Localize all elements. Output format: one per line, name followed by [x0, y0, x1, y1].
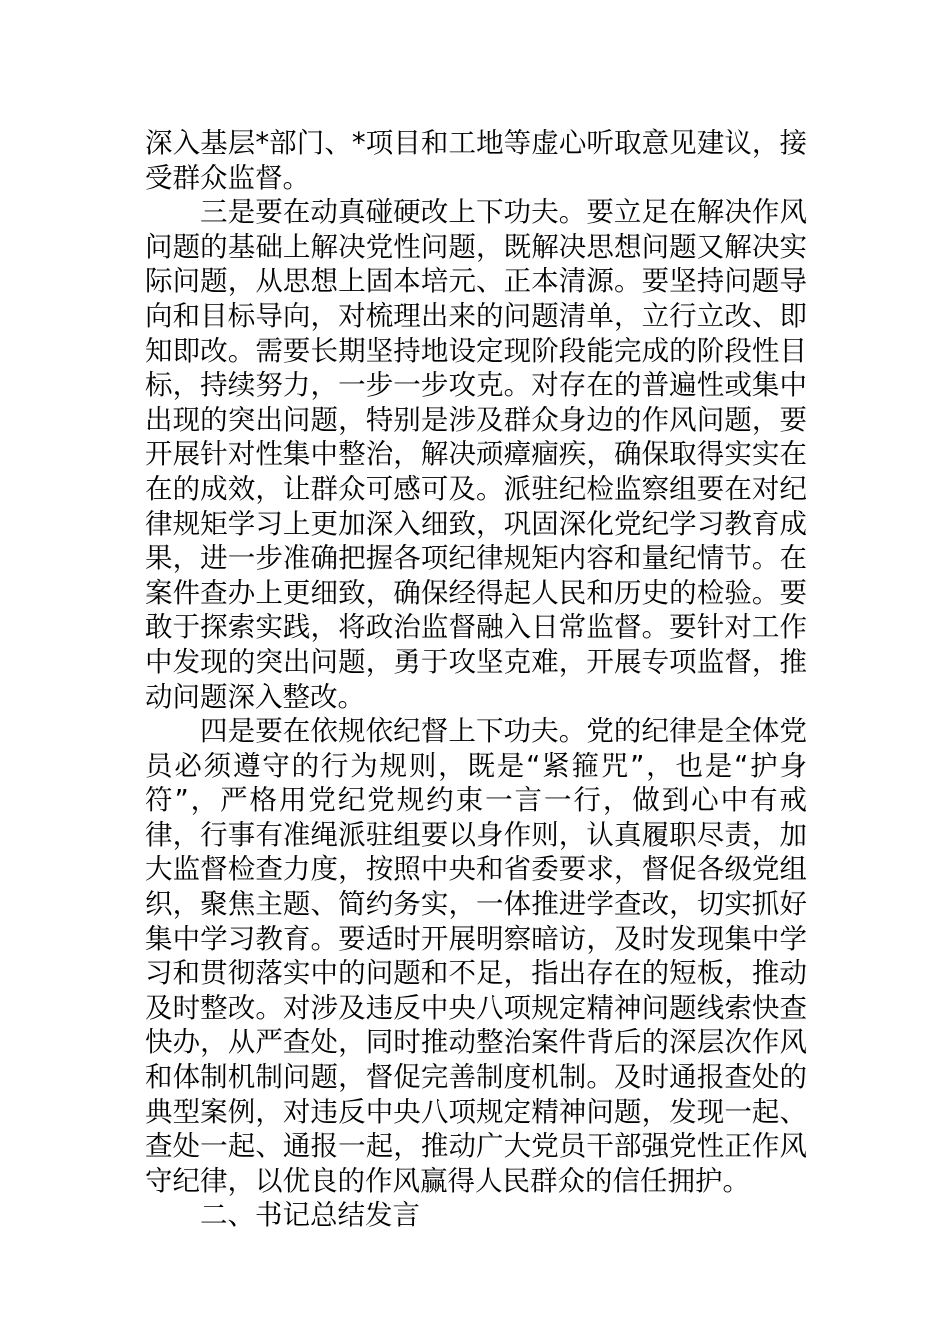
- section-heading-secretary-summary: 二、书记总结发言: [200, 1199, 420, 1232]
- paragraph-point-three: 三是要在动真碰硬改上下功夫。要立足在解决作风问题的基础上解决党性问题，既解决思想问题又解决实际问题，从思想上固本培元、正本清源。要坚持问题导向和目标导向，对梳理出来的问题清单，立行立改、即知即改。需要长期坚持地设定现阶段能完成的阶段性目标，持续努力，一步一步攻克。对存在的普遍性或集中出现的突出问题，特别是涉及群众身边的作风问题，要开展针对性集中整治，解决顽瘴痼疾，确保取得实实在在的成效，让群众可感可及。派驻纪检监察组要在对纪律规矩学习上更加深入细致，巩固深化党纪学习教育成果，进一步准确把握各项纪律规矩内容和量纪情节。在案件查办上更细致，确保经得起人民和历史的检验。要敢于探索实践，将政治监督融入日常监督。要针对工作中发现的突出问题，勇于攻坚克难，开展专项监督，推动问题深入整改。: [145, 196, 807, 713]
- document-body: [145, 126, 807, 1233]
- paragraph-continuation: 深入基层*部门、*项目和工地等虚心听取意见建议，接受群众监督。: [145, 127, 807, 194]
- paragraph-point-four: 四是要在依规依纪督上下功夫。党的纪律是全体党员必须遵守的行为规则，既是“紧箍咒”，也是“护身符”，严格用党纪党规约束一言一行，做到心中有戒律，行事有准绳派驻组要以身作则，认真履职尽责，加大监督检查力度，按照中央和省委要求，督促各级党组织，聚焦主题、简约务实，一体推进学查改，切实抓好集中学习教育。要适时开展明察暗访，及时发现集中学习和贯彻落实中的问题和不足，指出存在的短板，推动及时整改。对涉及违反中央八项规定精神问题线索快查快办，从严查处，同时推动整治案件背后的深层次作风和体制机制问题，督促完善制度机制。及时通报查处的典型案例，对违反中央八项规定精神问题，发现一起、查处一起、通报一起，推动广大党员干部强党性正作风守纪律，以优良的作风赢得人民群众的信任拥护。: [145, 715, 807, 1197]
